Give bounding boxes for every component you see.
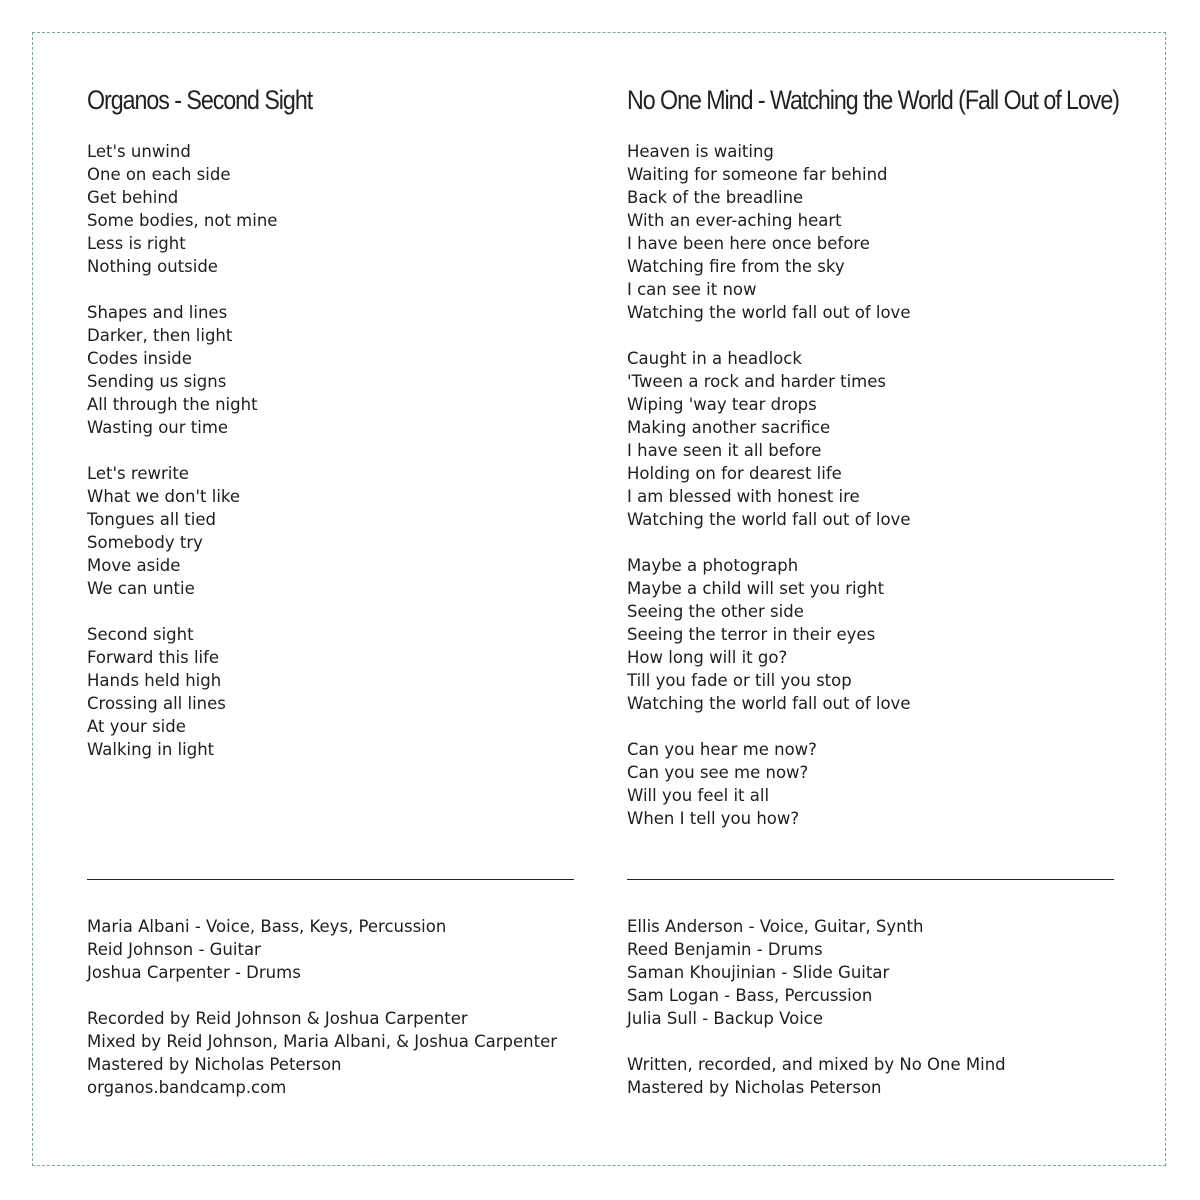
- lyric-line: Darker, then light: [87, 326, 233, 345]
- lyric-line: Holding on for dearest life: [627, 464, 842, 483]
- lyric-line: At your side: [87, 717, 186, 736]
- credit-line: Mastered by Nicholas Peterson: [87, 1055, 342, 1074]
- credit-line: Written, recorded, and mixed by No One Mind: [627, 1055, 1006, 1074]
- right-credits: [627, 915, 1006, 1122]
- lyric-line: Crossing all lines: [87, 694, 226, 713]
- stanza: [87, 301, 277, 439]
- lyric-line: What we don't like: [87, 487, 241, 506]
- lyric-line: Move aside: [87, 556, 181, 575]
- lyric-line: I have seen it all before: [627, 441, 822, 460]
- lyric-line: Heaven is waiting: [627, 142, 774, 161]
- right-lyrics: [627, 140, 910, 853]
- lyric-line: Second sight: [87, 625, 194, 644]
- lyric-line: Codes inside: [87, 349, 192, 368]
- lyric-line: Some bodies, not mine: [87, 211, 278, 230]
- left-credits: [87, 915, 557, 1122]
- credit-line: Joshua Carpenter - Drums: [87, 963, 301, 982]
- lyric-line: I can see it now: [627, 280, 757, 299]
- lyric-line: Seeing the other side: [627, 602, 804, 621]
- lyric-line: Will you feel it all: [627, 786, 770, 805]
- lyric-line: Let's rewrite: [87, 464, 189, 483]
- stanza: [87, 623, 277, 761]
- lyric-line: Less is right: [87, 234, 186, 253]
- lyric-line: Sending us signs: [87, 372, 227, 391]
- lyric-line: Somebody try: [87, 533, 203, 552]
- lyric-line: Back of the breadline: [627, 188, 804, 207]
- lyric-line: Get behind: [87, 188, 179, 207]
- lyric-line: We can untie: [87, 579, 195, 598]
- lyric-line: Maybe a photograph: [627, 556, 799, 575]
- stanza: [627, 347, 910, 531]
- right-divider: [627, 879, 1114, 880]
- credit-line: organos.bandcamp.com: [87, 1078, 287, 1097]
- credit-line: Reid Johnson - Guitar: [87, 940, 261, 959]
- lyric-line: Seeing the terror in their eyes: [627, 625, 876, 644]
- lyric-line: Watching the world fall out of love: [627, 694, 911, 713]
- lyric-line: When I tell you how?: [627, 809, 800, 828]
- credit-line: Recorded by Reid Johnson & Joshua Carpenter: [87, 1009, 468, 1028]
- left-divider: [87, 879, 574, 880]
- lyric-line: Tongues all tied: [87, 510, 216, 529]
- lyric-line: Wasting our time: [87, 418, 229, 437]
- lyric-line: All through the night: [87, 395, 258, 414]
- credit-line: Mixed by Reid Johnson, Maria Albani, & Joshua Carpenter: [87, 1032, 558, 1051]
- stanza: [87, 462, 277, 600]
- credit-line: Mastered by Nicholas Peterson: [627, 1078, 882, 1097]
- credit-line: Ellis Anderson - Voice, Guitar, Synth: [627, 917, 924, 936]
- lyric-line: Watching the world fall out of love: [627, 303, 911, 322]
- lyric-line: I am blessed with honest ire: [627, 487, 860, 506]
- left-song-title: Organos - Second Sight: [87, 85, 313, 115]
- stanza: [627, 738, 910, 830]
- credit-block: [627, 915, 1006, 1030]
- lyric-line: Maybe a child will set you right: [627, 579, 885, 598]
- lyric-line: Shapes and lines: [87, 303, 228, 322]
- lyric-line: I have been here once before: [627, 234, 870, 253]
- lyric-line: Making another sacrifice: [627, 418, 831, 437]
- credit-line: Maria Albani - Voice, Bass, Keys, Percussion: [87, 917, 447, 936]
- lyric-line: 'Tween a rock and harder times: [627, 372, 887, 391]
- lyric-line: How long will it go?: [627, 648, 788, 667]
- lyric-line: Hands held high: [87, 671, 222, 690]
- lyric-line: Watching the world fall out of love: [627, 510, 911, 529]
- lyric-line: Watching fire from the sky: [627, 257, 845, 276]
- lyric-line: With an ever-aching heart: [627, 211, 842, 230]
- lyric-line: Let's unwind: [87, 142, 191, 161]
- credit-line: Reed Benjamin - Drums: [627, 940, 823, 959]
- credit-line: Julia Sull - Backup Voice: [627, 1009, 824, 1028]
- right-song-title: No One Mind - Watching the World (Fall Out of Love): [627, 85, 1119, 115]
- credit-block: [627, 1053, 1006, 1099]
- credit-block: [87, 1007, 557, 1099]
- stanza: [627, 140, 910, 324]
- lyric-line: Nothing outside: [87, 257, 218, 276]
- stanza: [87, 140, 277, 278]
- left-lyrics: [87, 140, 277, 784]
- credit-block: [87, 915, 557, 984]
- lyric-line: Till you fade or till you stop: [627, 671, 852, 690]
- lyric-line: One on each side: [87, 165, 231, 184]
- lyric-line: Can you see me now?: [627, 763, 809, 782]
- lyric-line: Waiting for someone far behind: [627, 165, 888, 184]
- lyric-line: Caught in a headlock: [627, 349, 802, 368]
- credit-line: Saman Khoujinian - Slide Guitar: [627, 963, 890, 982]
- lyric-line: Wiping 'way tear drops: [627, 395, 817, 414]
- stanza: [627, 554, 910, 715]
- lyric-line: Forward this life: [87, 648, 220, 667]
- lyric-line: Can you hear me now?: [627, 740, 817, 759]
- lyric-line: Walking in light: [87, 740, 215, 759]
- credit-line: Sam Logan - Bass, Percussion: [627, 986, 873, 1005]
